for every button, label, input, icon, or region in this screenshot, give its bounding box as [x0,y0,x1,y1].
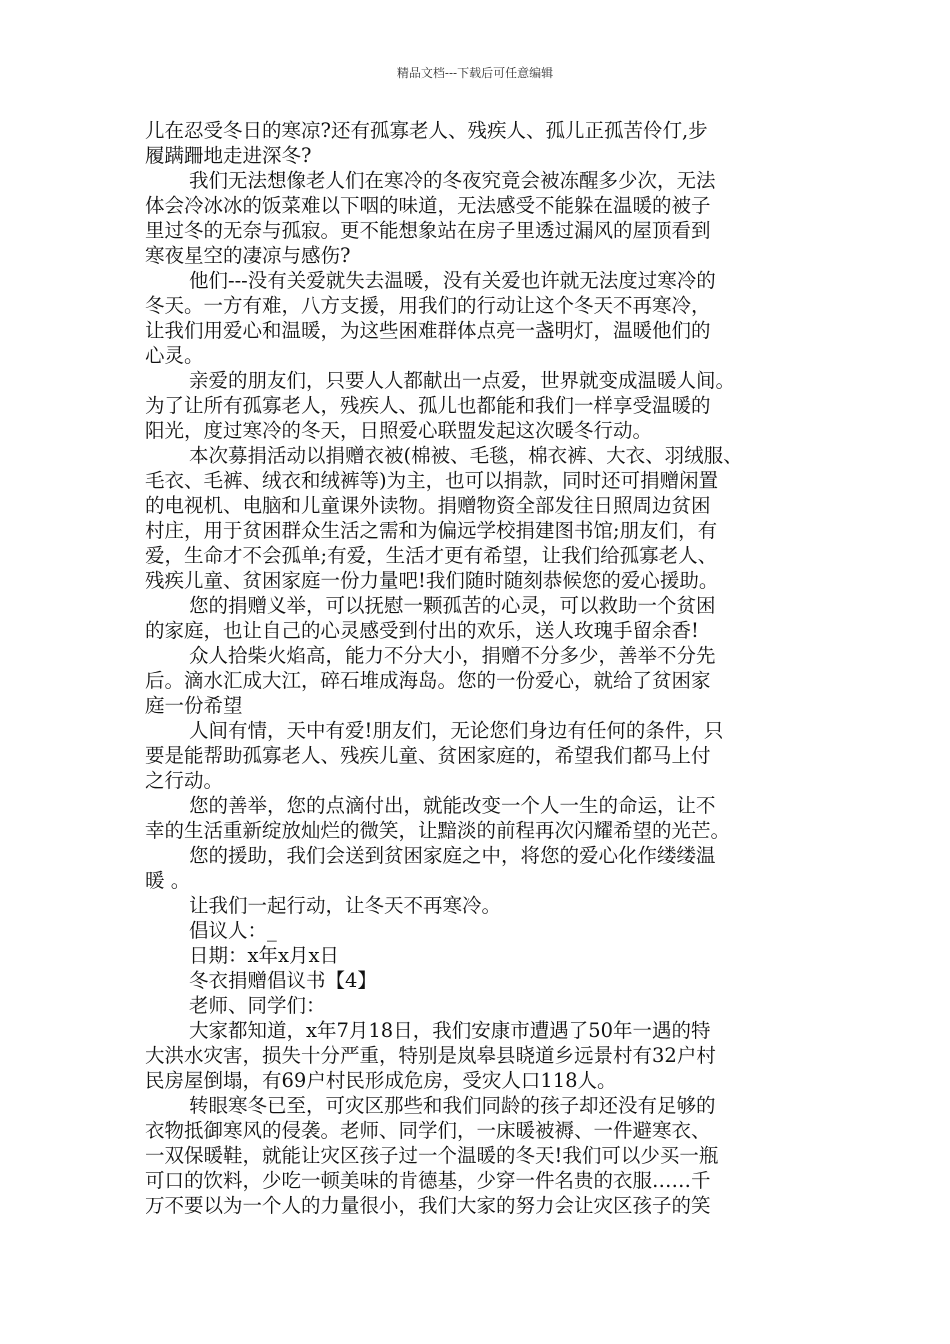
text-line: 儿在忍受冬日的寒凉?还有孤寡老人、残疾人、孤儿正孤苦伶仃,步 [145,119,708,142]
text-line: 冬衣捐赠倡议书【4】 [189,969,377,992]
text-line: 日期：x年x月x日 [189,944,339,967]
text-line: 暖 。 [145,869,191,892]
text-line: 衣物抵御寒风的侵袭。老师、同学们，一床暖被褥、一件避寒衣、 [145,1119,711,1142]
text-line: 之行动。 [145,769,224,792]
text-line: 的电视机、电脑和儿童课外读物。捐赠物资全部发往日照周边贫困 [145,494,711,517]
text-line: 爱，生命才不会孤单;有爱，生活才更有希望，让我们给孤寡老人、 [145,544,718,567]
text-line: 转眼寒冬已至，可灾区那些和我们同龄的孩子却还没有足够的 [189,1094,716,1117]
text-line: 众人拾柴火焰高，能力不分大小，捐赠不分多少，善举不分先 [189,644,716,667]
text-line: 体会冷冰冰的饭菜难以下咽的味道，无法感受不能躲在温暖的被子 [145,194,711,217]
text-line: 阳光，度过寒冷的冬天，日照爱心联盟发起这次暖冬行动。 [145,419,653,442]
text-line: 人间有情，天中有爱!朋友们，无论您们身边有任何的条件，只 [189,719,724,742]
text-line: 要是能帮助孤寡老人、残疾儿童、贫困家庭的，希望我们都马上付 [145,744,711,767]
text-line: 您的援助，我们会送到贫困家庭之中，将您的爱心化作缕缕温 [189,844,716,867]
text-line: 大洪水灾害，损失十分严重，特别是岚皋县晓道乡远景村有32户村 [145,1044,716,1067]
text-line: 本次募捐活动以捐赠衣被(棉被、毛毯，棉衣裤、大衣、羽绒服、 [189,444,743,467]
text-line: 毛衣、毛裤、绒衣和绒裤等)为主，也可以捐款，同时还可捐赠闲置 [145,469,719,492]
text-line: 后。滴水汇成大江，碎石堆成海岛。您的一份爱心，就给了贫困家 [145,669,711,692]
text-line: 幸的生活重新绽放灿烂的微笑，让黯淡的前程再次闪耀希望的光芒。 [145,819,731,842]
text-line: 村庄，用于贫困群众生活之需和为偏远学校捐建图书馆;朋友们，有 [145,519,718,542]
text-line: 一双保暖鞋，就能让灾区孩子过一个温暖的冬天!我们可以少买一瓶 [145,1144,719,1167]
text-line: 您的善举，您的点滴付出，就能改变一个人一生的命运，让不 [189,794,716,817]
page-header: 精品文档---下载后可任意编辑 [396,66,554,80]
text-line: 可口的饮料，少吃一顿美味的肯德基，少穿一件名贵的衣服……千 [145,1169,711,1192]
text-line: 您的捐赠义举，可以抚慰一颗孤苦的心灵，可以救助一个贫困 [189,594,716,617]
text-line: 履蹒跚地走进深冬? [145,144,312,167]
text-line: 让我们一起行动，让冬天不再寒冷。 [189,894,502,917]
text-line: 他们---没有关爱就失去温暖，没有关爱也许就无法度过寒冷的 [189,269,716,292]
text-line: 心灵。 [145,344,204,367]
text-line: 的家庭，也让自己的心灵感受到付出的欢乐，送人玫瑰手留余香! [145,619,699,642]
text-line: 冬天。一方有难，八方支援，用我们的行动让这个冬天不再寒冷， [145,294,711,317]
text-line: 庭一份希望 [145,694,243,717]
text-line: 老师、同学们： [189,994,326,1017]
text-line: 倡议人：_ [189,919,277,942]
text-line: 大家都知道，x年7月18日，我们安康市遭遇了50年一遇的特 [189,1019,711,1042]
text-line: 残疾儿童、贫困家庭一份力量吧!我们随时随刻恭候您的爱心援助。 [145,569,719,592]
text-line: 寒夜星空的凄凉与感伤? [145,244,351,267]
text-line: 民房屋倒塌，有69户村民形成危房，受灾人口118人。 [145,1069,617,1092]
text-line: 让我们用爱心和温暖，为这些困难群体点亮一盏明灯，温暖他们的 [145,319,711,342]
text-line: 我们无法想像老人们在寒冷的冬夜究竟会被冻醒多少次，无法 [189,169,716,192]
document-body [145,118,815,1218]
text-line: 亲爱的朋友们，只要人人都献出一点爱，世界就变成温暖人间。 [189,369,736,392]
text-line: 万不要以为一个人的力量很小，我们大家的努力会让灾区孩子的笑 [145,1194,711,1217]
text-line: 里过冬的无奈与孤寂。更不能想象站在房子里透过漏风的屋顶看到 [145,219,711,242]
text-line: 为了让所有孤寡老人，残疾人、孤儿也都能和我们一样享受温暖的 [145,394,711,417]
